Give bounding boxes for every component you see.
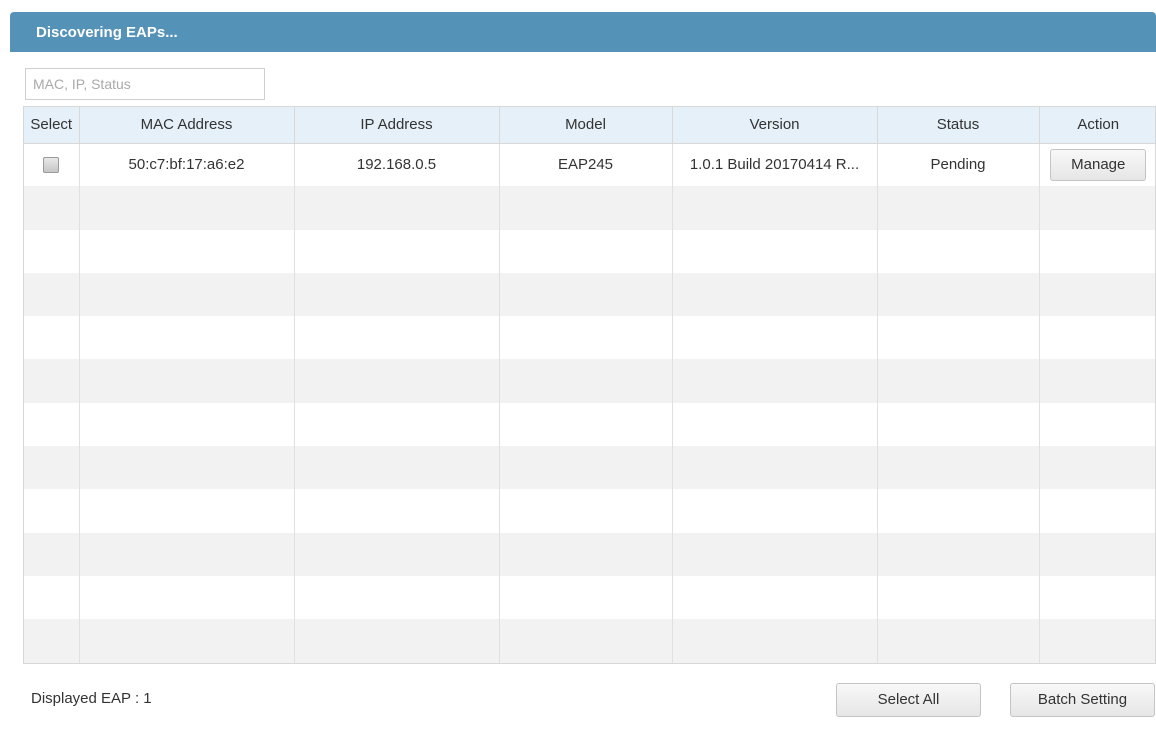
table-header-row (24, 107, 1156, 143)
empty-row (24, 316, 1156, 359)
cell-action (1039, 143, 1156, 186)
empty-row (24, 619, 1156, 662)
search-input[interactable] (25, 68, 265, 100)
empty-row (24, 533, 1156, 576)
column-header-model[interactable]: Model (499, 107, 672, 143)
empty-row (24, 273, 1156, 316)
table-row (24, 143, 1156, 186)
row-checkbox[interactable] (43, 157, 59, 173)
empty-row (24, 359, 1156, 402)
empty-row (24, 576, 1156, 619)
displayed-eap-count: Displayed EAP : 1 (31, 690, 152, 707)
manage-button[interactable]: Manage (1050, 149, 1146, 181)
column-header-action: Action (1039, 107, 1156, 143)
cell-model: EAP245 (499, 143, 672, 186)
panel-header (10, 12, 1156, 52)
column-header-mac[interactable]: MAC Address (79, 107, 294, 143)
select-all-button[interactable]: Select All (836, 683, 981, 717)
panel-title: Discovering EAPs... (36, 24, 178, 41)
cell-select (24, 143, 79, 186)
cell-mac: 50:c7:bf:17:a6:e2 (79, 143, 294, 186)
empty-row (24, 403, 1156, 446)
empty-row (24, 186, 1156, 229)
column-header-ip[interactable]: IP Address (294, 107, 499, 143)
column-header-select[interactable]: Select (24, 107, 79, 143)
empty-row (24, 230, 1156, 273)
column-header-version[interactable]: Version (672, 107, 877, 143)
cell-ip: 192.168.0.5 (294, 143, 499, 186)
empty-row (24, 446, 1156, 489)
column-header-status[interactable]: Status (877, 107, 1039, 143)
batch-setting-button[interactable]: Batch Setting (1010, 683, 1155, 717)
cell-version: 1.0.1 Build 20170414 R... (672, 143, 877, 186)
cell-status: Pending (877, 143, 1039, 186)
eap-table (23, 106, 1156, 664)
empty-row (24, 489, 1156, 532)
